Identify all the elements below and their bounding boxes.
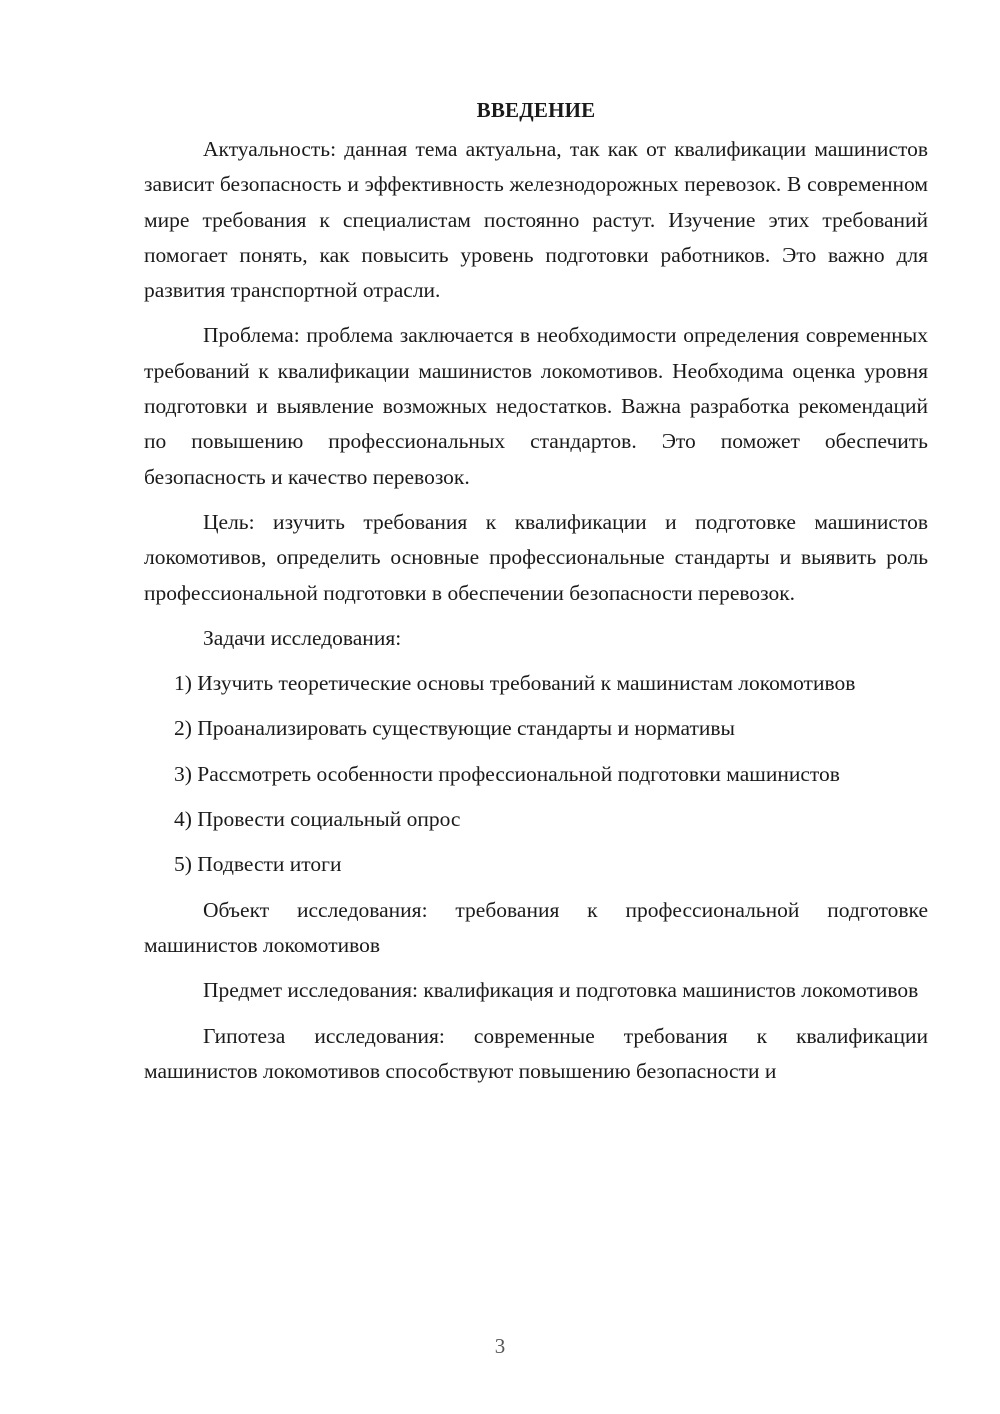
list-item: 3) Рассмотреть особенности профессиональной подготовки машинистов — [174, 761, 840, 786]
document-page — [144, 92, 928, 1099]
list-item: 5) Подвести итоги — [174, 852, 342, 877]
page-title: ВВЕДЕНИЕ — [476, 98, 596, 122]
list-item: 1) Изучить теоретические основы требований к машинистам локомотивов — [174, 671, 856, 696]
goal-paragraph: Цель: изучить требования к квалификации и подготовке машинистов локомотивов, определить основные профессиональные стандарты и выявить роль профессиональной подготовки в обеспечении безопасности перевозок. — [144, 509, 928, 605]
problem-paragraph: Проблема: проблема заключается в необходимости определения современных требований к квалификации машинистов локомотивов. Необходима оценка уровня подготовки и выявление возможных недостатков. Важна разработка рекомендаций по повышению профессиональных стандартов. Это поможет обеспечить безопасность и качество перевозок. — [144, 323, 928, 489]
relevance-paragraph: Актуальность: данная тема актуальна, так как от квалификации машинистов зависит безопасность и эффективность железнодорожных перевозок. В современном мире требования к специалистам постоянно растут. Изучение этих требований помогает понять, как повысить уровень подготовки работников. Это важно для развития транспортной отрасли. — [144, 137, 928, 303]
research-subject-paragraph: Предмет исследования: квалификация и подготовка машинистов локомотивов — [203, 978, 919, 1003]
list-item: 2) Проанализировать существующие стандарты и нормативы — [174, 716, 735, 741]
hypothesis-paragraph: Гипотеза исследования: современные требования к квалификации машинистов локомотивов способствуют повышению безопасности и — [144, 1023, 928, 1083]
page-number: 3 — [494, 1334, 506, 1358]
research-object-paragraph: Объект исследования: требования к профессиональной подготовке машинистов локомотивов — [144, 897, 928, 957]
list-item: 4) Провести социальный опрос — [174, 807, 461, 832]
tasks-heading: Задачи исследования: — [203, 625, 402, 650]
tasks-list — [144, 666, 928, 882]
